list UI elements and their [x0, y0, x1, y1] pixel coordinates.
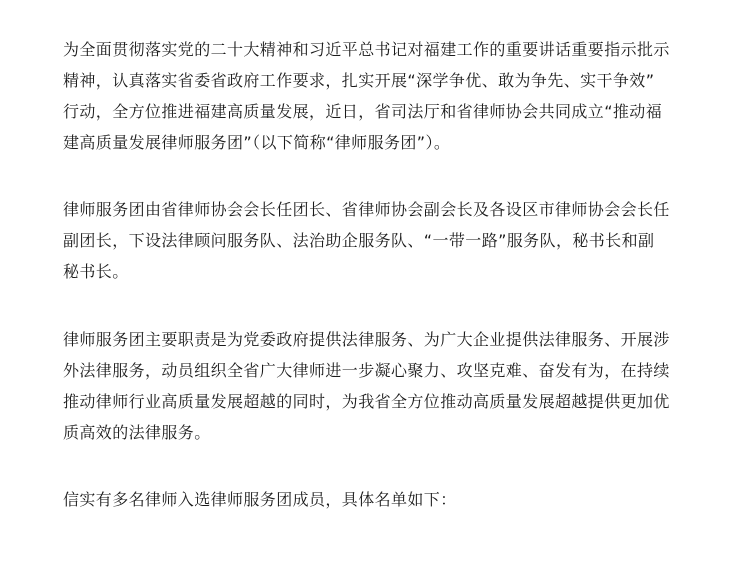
paragraph-structure: 律师服务团由省律师协会会长任团长、省律师协会副会长及各设区市律师协会会长任 副团长，下设法律顾问服务队、法治助企服务队、“一带一路”服务队，秘书长和副 秘书长。 [63, 200, 670, 281]
paragraph-intro: 为全面贯彻落实党的二十大精神和习近平总书记对福建工作的重要讲话重要指示批示 精神，认真落实省委省政府工作要求，扎实开展“深学争优、敢为争先、实干争效” 行动，全方位推进福建高质量发展，近日，省司法厅和省律师协会共同成立“推动福 建高质量发展律师服务团”（以下简称“律师服务团”）。 [63, 40, 670, 152]
paragraph-members: 信实有多名律师入选律师服务团成员，具体名单如下： [63, 490, 457, 509]
article-body [63, 34, 723, 515]
paragraph-duties: 律师服务团主要职责是为党委政府提供法律服务、为广大企业提供法律服务、开展涉 外法律服务，动员组织全省广大律师进一步凝心聚力、攻坚克难、奋发有为，在持续 推动律师行业高质量发展超越的同时，为我省全方位推动高质量发展超越提供更加优 质高效的法律服务。 [63, 330, 670, 442]
